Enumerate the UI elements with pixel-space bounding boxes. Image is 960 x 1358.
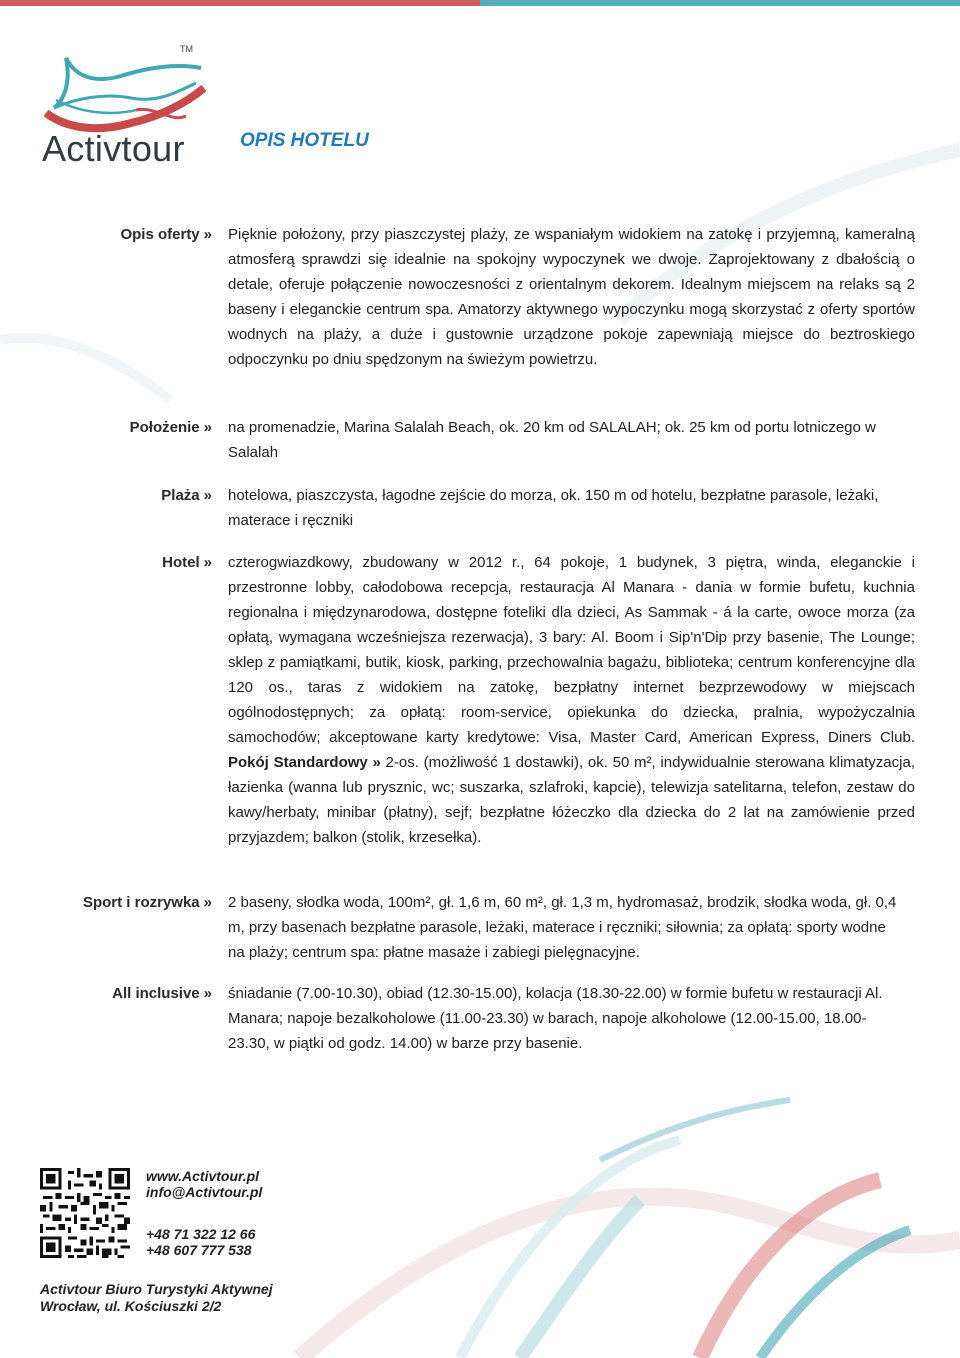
- section-text: na promenadzie, Marina Salalah Beach, ok. 20 km od SALALAH; ok. 25 km od portu lotniczego w Salalah: [228, 419, 876, 461]
- footer-email[interactable]: info@Activtour.pl: [146, 1184, 263, 1200]
- section-text: śniadanie (7.00-10.30), obiad (12.30-15.00), kolacja (18.30-22.00) w formie bufetu w restauracji Al. Manara; napoje bezalkoholowe (11.00-23.30) w barach, napoje alkoholowe (12.00-15.00, 18.00-23.30, w piątki od godz. 14.00) w barze przy basenie.: [228, 985, 883, 1052]
- section-text: [228, 550, 915, 850]
- section-label: Sport i rozrywka »: [82, 894, 212, 911]
- footer-website[interactable]: www.Activtour.pl: [146, 1168, 260, 1184]
- footer-phone-1: +48 71 322 12 66: [146, 1226, 256, 1242]
- logo-wordmark: Activtour: [42, 128, 185, 169]
- room-type-label: Pokój Standardowy »: [228, 754, 381, 771]
- section-label: Plaża »: [161, 487, 212, 504]
- qr-code-icon: [40, 1168, 130, 1258]
- top-color-bar: [0, 0, 960, 6]
- hotel-description: czterogwiazdkowy, zbudowany w 2012 r., 64 pokoje, 1 budynek, 3 piętra, winda, eleganckie i przestronne lobby, całodobowa recepcja, restauracja Al Manara - dania w formie bufetu, kuchnia regionalna i międzynarodowa, dostępne foteliki dla dzieci, As Sammak - á la carte, owoce morza (za opłatą, wymagana wcześniejsza rezerwacja), 3 bary: Al. Boom i Sip'n'Dip przy basenie, The Lounge; sklep z pamiątkami, butik, kiosk, parking, przechowalnia bagażu, biblioteka; centrum konferencyjne dla 120 os., taras z widokiem na zatokę, bezpłatny internet bezprzewodowy w miejscach ogólnodostępnych; za opłatą: room-service, opiekunka do dziecka, pralnia, wypożyczalnia samochodów; akceptowane karty kredytowe: Visa, Master Card, American Express, Diners Club.: [228, 554, 915, 746]
- room-description: 2-os. (możliwość 1 dostawki), ok. 50 m², indywidualnie sterowana klimatyzacja, łazienka (wanna lub prysznic, wc; suszarka, szlafroki, kapcie), telewizja satelitarna, telefon, zestaw do kawy/herbaty, minibar (płatny), sejf; bezpłatne łóżeczko dla dziecka do 2 lat na zamówienie przed przyjazdem; balkon (stolik, krzesełka).: [228, 754, 915, 846]
- section-label: Położenie »: [129, 419, 212, 436]
- section-text: Pięknie położony, przy piaszczystej plaży, ze wspaniałym widokiem na zatokę i przyjemną, kameralną atmosferą sprawdzi się idealnie na spokojny wypoczynek we dwoje. Zaprojektowany z dbałością o detale, oferuje połączenie nowoczesności z orientalnym dekorem. Idealnym miejscem na relaks są 2 baseny i eleganckie centrum spa. Amatorzy aktywnego wypoczynku mogą skorzystać z oferty sportów wodnych na plaży, a duże i gustownie urządzone pokoje zapewniają miejsce do beztroskiego odpoczynku po dniu spędzonym na świeżym powietrzu.: [228, 226, 915, 368]
- section-text: 2 baseny, słodka woda, 100m², gł. 1,6 m, 60 m², gł. 1,3 m, hydromasaż, brodzik, słodka woda, gł. 0,4 m, przy basenach bezpłatne parasole, leżaki, materace i ręczniki; siłownia; za opłatą: sporty wodne na plaży; centrum spa: płatne masaże i zabiegi pielęgnacyjne.: [228, 894, 897, 961]
- section-label: Hotel »: [162, 554, 212, 571]
- footer-company-name: Activtour Biuro Turystyki Aktywnej: [40, 1281, 273, 1297]
- trademark-mark: TM: [180, 44, 193, 54]
- section-label: Opis oferty »: [120, 226, 212, 243]
- section-label: All inclusive »: [112, 985, 212, 1002]
- footer-phone-2: +48 607 777 538: [146, 1242, 252, 1258]
- footer-address: Wrocław, ul. Kościuszki 2/2: [40, 1298, 222, 1314]
- section-text: hotelowa, piaszczysta, łagodne zejście do morza, ok. 150 m od hotelu, bezpłatne parasole, leżaki, materace i ręczniki: [228, 487, 879, 529]
- page-title: OPIS HOTELU: [240, 130, 369, 151]
